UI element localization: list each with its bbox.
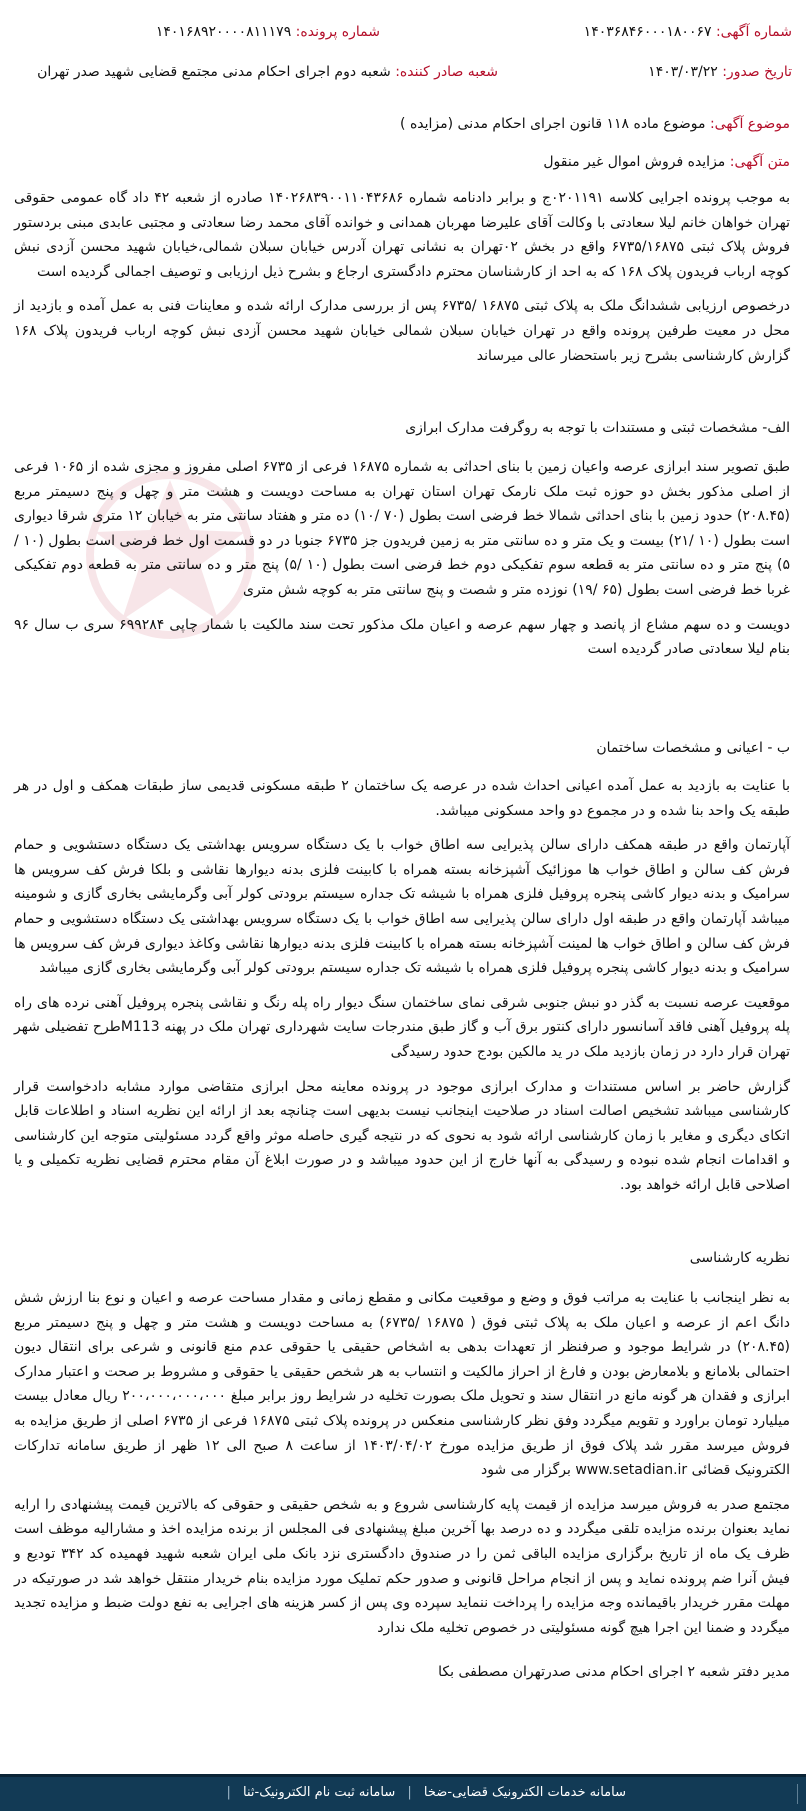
- signature-line: مدیر دفتر شعبه ۲ اجرای احکام مدنی صدرتهران مصطفی بکا: [438, 1664, 790, 1680]
- notice-subject-value: موضوع ماده ۱۱۸ قانون اجرای احکام مدنی (مزایده ): [400, 116, 706, 132]
- valuation-paragraph: به نظر اینجانب با عنایت به مراتب فوق و وضع و موقعیت مکانی و مقطع زمانی و مقدار مساحت عرصه و اعیان و نوع بنا ارزش شش دانگ اعم از عرصه و اعیان ملک به پلاک ثبتی فوق ( ۱۶۸۷۵ /۶۷۳۵) به مساحت دویست و هشت متر و چهل و پنج دسیمتر مربع (۲۰۸.۴۵) در شرایط موجود و صرفنظر از تعهدات بدهی به اشخاص حقیقی یا حقوقی عدم منع قانونی و شرعی برای انتقال دیون احتمالی بلامانع و بلامعارض بودن و فارغ از احراز مالکیت و انتساب به هر شخص حقیقی یا حقوقی و مشروط بر صحت و اعتبار مدارک ابرازی و فقدان هر گونه مانع در انتقال سند و تحویل ملک بصورت تخلیه در شرایط روز برابر مبلغ ۲۰۰،۰۰۰،۰۰۰،۰۰۰ ریال معادل بیست میلیارد تومان براورد و تقویم میگردد وفق نظر کارشناسی منعکس در پرونده پلاک ثبتی ۱۶۸۷۵ فرعی از ۶۷۳۵ اصلی از طریق مزایده به فروش میرسد مقرر شد پلاک فوق از طریق مزایده مورخ ۱۴۰۳/۰۴/۰۲ از ساعت ۸ صبح الی ۱۲ ظهر از طریق سامانه تدارکات الکترونیک قضائی www.setadian.ir برگزار می شود: [14, 1290, 790, 1479]
- notice-subject: [400, 116, 790, 132]
- location-paragraph: موقعیت عرصه نسبت به گذر دو نبش جنوبی شرقی نمای ساختمان سنگ دیوار راه پله رنگ و نقاشی پنجره پروفیل آهنی نرده های راه پله پروفیل آهنی فاقد آسانسور دارای کنتور برق آب و گاز طبق مندرجات سایت شهرداری تهران ملک در پهنه M113طرح تفضیلی شهر تهران قرار دارد در زمان بازدید ملک در ید مالکین بودج حدود رسیدگی: [14, 994, 790, 1060]
- issue-date-label: تاریخ صدور:: [722, 64, 792, 80]
- file-number-label: شماره پرونده:: [295, 24, 380, 40]
- intro-paragraph: درخصوص ارزیابی ششدانگ ملک به پلاک ثبتی ۱۶۸۷۵ /۶۷۳۵ پس از بررسی مدارک ارائه شده و معاینات فنی به عمل آمده و بازدید از محل در معیت طرفین پرونده واقع در تهران خیابان سبلان شمالی خیابان شهید محسن آزدی نبش کوچه ارباب فریدون پلاک ۱۶۸ گزارش کارشناسی بشرح زیر باستحضار عالی میرساند: [14, 298, 791, 364]
- footer-divider: [797, 1784, 798, 1804]
- section-a-title: الف- مشخصات ثبتی و مستندات با توجه به روگرفت مدارک ابرازی: [405, 420, 790, 436]
- file-number-value: ۱۴۰۱۶۸۹۲۰۰۰۰۸۱۱۱۷۹: [155, 24, 292, 40]
- header-row-2: [14, 64, 792, 88]
- intro-paragraph: به موجب پرونده اجرایی کلاسه ۰۲۰۱۱۹۱ج و برابر دادنامه شماره ۱۴۰۲۶۸۳۹۰۰۱۱۰۴۳۶۸۶ صادره از شعبه ۴۲ داد گاه عمومی حقوقی تهران خواهان خانم لیلا سعادتی با وکالت آقای علیرضا مهربان همدانی و خوانده آقای محمد رضا سعادتی و مجتبی عابدی مبنی بردستور فروش پلاک ثبتی ۶۷۳۵/۱۶۸۷۵ واقع در بخش ۰۲تهران به نشانی تهران آدرس خیابان سبلان شمالی،خیابان شهید محسن آزدی نبش کوچه ارباب فریدون پلاک ۱۶۸ که به احد از کارشناسان محترم دادگستری ارجاع و بشرح ذیل ارزیابی و توصیف اجمالی گردیده است: [14, 190, 790, 280]
- footer-links: [219, 1785, 626, 1800]
- notice-number-value: ۱۴۰۳۶۸۴۶۰۰۰۱۸۰۰۶۷: [583, 24, 712, 40]
- notice-text-label: متن آگهی:: [729, 154, 790, 170]
- issuing-branch-value: شعبه دوم اجرای احکام مدنی مجتمع قضایی شهید صدر تهران: [37, 64, 391, 80]
- registration-paragraph: طبق تصویر سند ابرازی عرصه واعیان زمین با بنای احداثی به شماره ۱۶۸۷۵ فرعی از ۶۷۳۵ اصلی مفروز و مجزی شده از ۱۰۶۵ فرعی از اصلی مذکور بخش دو حوزه ثبت ملک نارمک تهران استان تهران به مساحت دویست و هشت متر و چهل و پنج دسیمتر مربع (۲۰۸.۴۵) حدود زمین با بنای احداثی شمالا خط فرضی است بطول (۷۰ /۱۰) ده متر و هفتاد سانتی متر به خیابان ۱۲ متری شرقا دیواری است بطول (۱۰ /۲۱) بیست و یک متر و ده سانتی متر به زمین فریدون جز ۶۷۳۵ جنوبا در دو قسمت اول خط فرضی است بطول (۱۰ /۵) پنج متر و ده سانتی متر به قطعه سوم تفکیکی دوم خط فرضی است بطول (۱۰ /۵) پنج متر و ده سانتی متر به قطعه دوم تفکیکی غربا خط فرضی است بطول (۶۵ /۱۹) نوزده متر و شصت و پنج سانتی متر به کوچه شش متری: [14, 459, 791, 598]
- notice-subject-label: موضوع آگهی:: [709, 116, 790, 132]
- expert-opinion-body: [14, 1286, 790, 1650]
- issuing-branch: [37, 64, 498, 80]
- building-paragraph: با عنایت به بازدید به عمل آمده اعیانی احداث شده در عرصه یک ساختمان ۲ طبقه مسکونی قدیمی ساز طبقات همکف و اول در هر طبقه یک واحد بنا شده و در مجموع دو واحد مسکونی میباشد.: [14, 778, 790, 819]
- header-row-1: [14, 24, 792, 48]
- footer-link-sakha[interactable]: سامانه خدمات الکترونیک قضایی-ضخا: [423, 1785, 626, 1800]
- apartments-paragraph: آپارتمان واقع در طبقه همکف دارای سالن پذیرایی سه اطاق خواب با یک دستگاه سرویس بهداشتی یک دستگاه دستشویی و حمام فرش کف سالن و اطاق خواب ها موزائیک آشپزخانه بسته همراه با کابینت فلزی بدنه دیوارها نقاشی و بلکا فرش کف سرویس ها سرامیک و بدنه دیوار کاشی پنجره پروفیل فلزی همراه با شیشه تک جداره سیستم برودتی کولر آبی وگرمایشی بخاری گازی و شومینه میباشد آپارتمان واقع در طبقه اول دارای سالن پذیرایی سه اطاق خواب با یک دستگاه سرویس بهداشتی یک دستگاه دستشویی و حمام فرش کف سالن و اطاق خواب ها لمینت آشپزخانه بسته همراه با کابینت فلزی بدنه دیوارها نقاشی وکاغذ دیواری فرش کف سرویس ها سرامیک و بدنه دیوار کاشی پنجره پروفیل فلزی همراه با شیشه تک جداره سیستم برودتی کولر آبی وگرمایشی بخاری گازی میباشد: [14, 837, 790, 977]
- disclaimer-paragraph: گزارش حاضر بر اساس مستندات و مدارک ابرازی موجود در پرونده معاینه محل ابرازی متقاضی موارد مشابه دادخواست قرار کارشناسی میباشد تشخیص اصالت اسناد در صلاحیت اینجانب نیست بدیهی است چنانچه بعد از ارائه این نظریه اسناد و اطلاعات قابل اتکای دیگری و مغایر با زمان کارشناسی ارائه شود به نحوی که در نتیجه گیری حاصله موثر واقع گردد مسئولیتی متوجه این کارشناسی و اقدامات انجام شده نبوده و رسیدگی به آنها خارج از این حدود میباشد و در صورت ابلاغ آن مقام محترم قضایی نظریه تکمیلی و یا اصلاحی قابل ارائه خواهد بود.: [14, 1078, 790, 1193]
- expert-opinion-title: نظریه کارشناسی: [689, 1250, 790, 1266]
- footer-separator: |: [226, 1785, 231, 1800]
- section-b-title: ب - اعیانی و مشخصات ساختمان: [596, 740, 790, 756]
- share-paragraph: دویست و ده سهم مشاع از پانصد و چهار سهم عرصه و اعیان ملک مذکور تحت سند مالکیت با شمار چاپی ۶۹۹۲۸۴ سری ب سال ۹۶ بنام لیلا سعادتی صادر گردیده است: [14, 616, 790, 658]
- footer-link-sana[interactable]: سامانه ثبت نام الکترونیک-ثنا: [243, 1785, 396, 1800]
- section-a-body: [14, 455, 790, 672]
- intro-section: [14, 186, 790, 378]
- notice-number: [584, 24, 792, 40]
- footer-bar: [0, 1774, 806, 1811]
- issue-date: [648, 64, 792, 80]
- auction-terms-paragraph: مجتمع صدر به فروش میرسد مزایده از قیمت پایه کارشناسی شروع و به شخص حقیقی و حقوقی که بالاترین قیمت پیشنهادی را ارایه نماید بعنوان برنده مزایده تلقی میگردد و ده درصد بها آخرین مبلغ پیشنهادی فی المجلس از برنده مزایده اخذ و مشارالیه موظف است ظرف یک ماه از تاریخ برگزاری مزایده الباقی ثمن را در صندوق دادگستری نزد بانک ملی ایران شعبه شهید فهمیده کد ۳۴۲ تودیع و فیش آنرا ضم پرونده نماید و پس از انجام مراحل قانونی و صدور حکم تملیک مورد مزایده بنام خریدار منتقل خواهد شد در صورتیکه در مهلت مقرر خریدار باقیمانده وجه مزایده را پرداخت ننماید سپرده وی پس از کسر هزینه های اجرایی به نفع دولت ضبط و مزایده تجدید میگردد و ضمنا این اجرا هیچ گونه مسئولیتی در خصوص تخلیه ملک ندارد: [14, 1496, 790, 1636]
- issuing-branch-label: شعبه صادر کننده:: [395, 64, 498, 80]
- footer-separator: |: [407, 1785, 412, 1800]
- file-number: [156, 24, 380, 40]
- notice-text-title: مزایده فروش اموال غیر منقول: [543, 154, 726, 170]
- notice-number-label: شماره آگهی:: [715, 24, 792, 40]
- notice-text-heading: [543, 154, 790, 170]
- issue-date-value: ۱۴۰۳/۰۳/۲۲: [648, 64, 718, 80]
- section-b-body: [14, 774, 790, 1208]
